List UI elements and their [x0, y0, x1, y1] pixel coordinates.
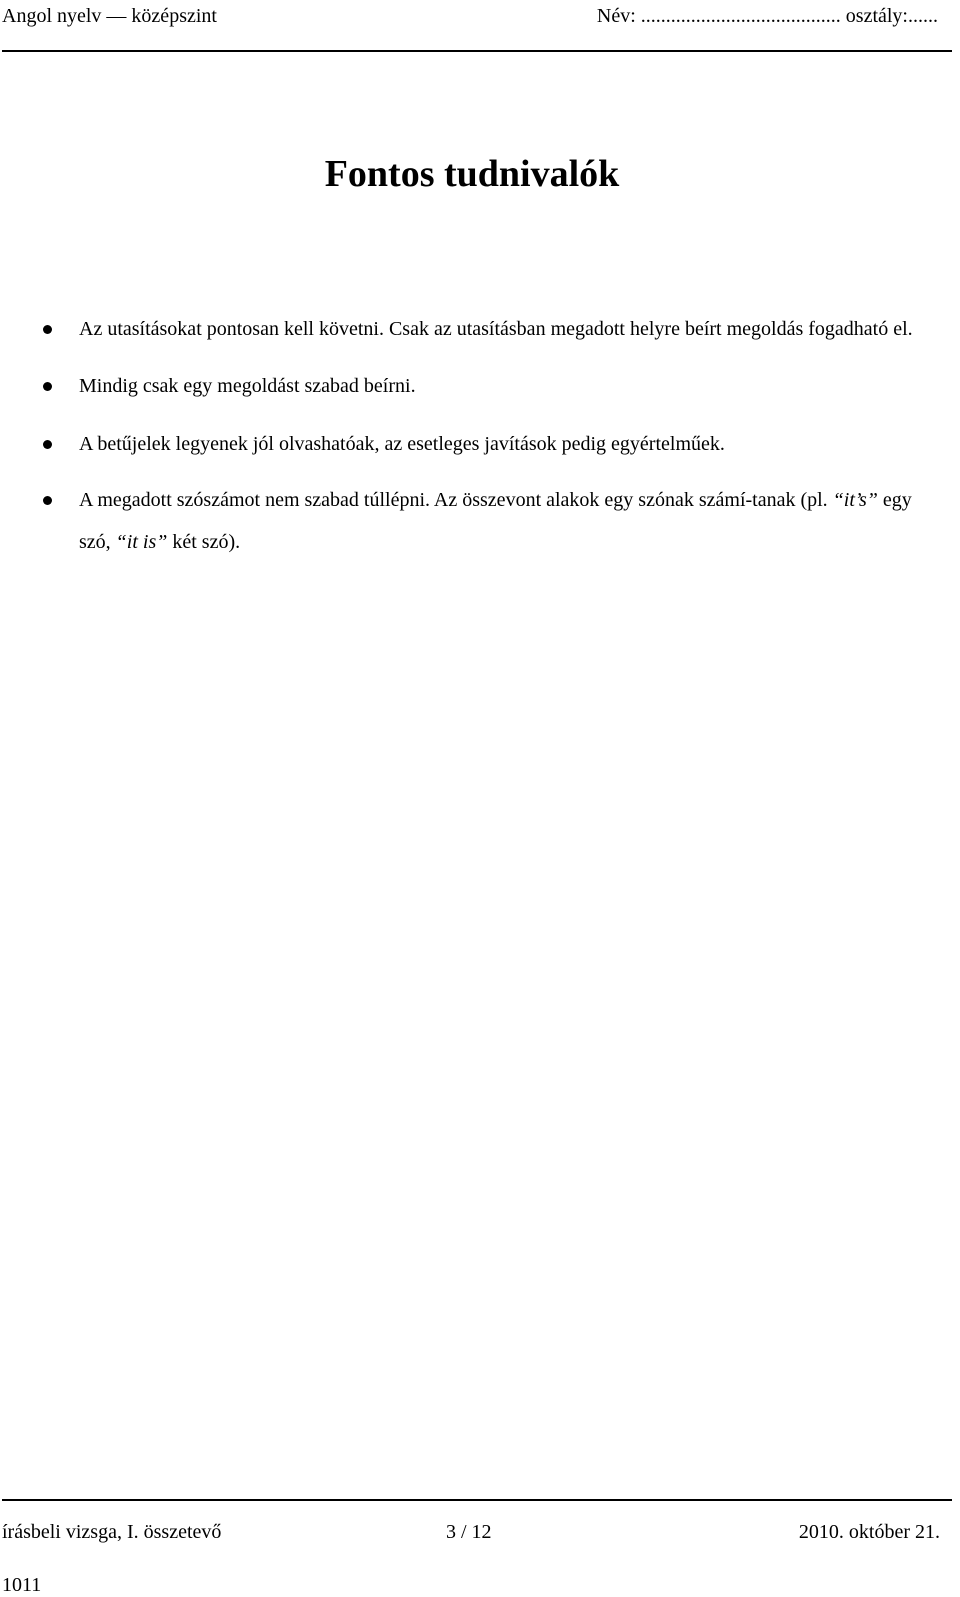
- rule-text-after: két szó).: [167, 531, 241, 553]
- header-subject: Angol nyelv — középszint: [2, 5, 217, 27]
- rule-item: [0, 308, 944, 350]
- rules-list: [0, 308, 944, 563]
- rule-item: [0, 479, 944, 563]
- bullet-icon: [43, 325, 52, 334]
- footer-code: 1011: [2, 1574, 42, 1596]
- header-name-class: Név: ........................................ osztály:......: [596, 5, 938, 27]
- header-rule: [2, 50, 952, 52]
- rule-text: A betűjelek legyenek jól olvashatóak, az esetleges javítások pedig egyértelműek.: [79, 433, 725, 455]
- page-header: [0, 0, 952, 50]
- rule-item: [0, 365, 944, 407]
- footer-rule: [2, 1499, 952, 1501]
- rule-item: [0, 423, 944, 465]
- example-expanded: “it is”: [115, 531, 168, 553]
- rule-text-middle: egy szó,: [79, 489, 912, 553]
- bullet-icon: [43, 496, 52, 505]
- example-contracted: “it’s”: [832, 489, 878, 511]
- footer-page-number: 3 / 12: [446, 1521, 492, 1543]
- page-title: Fontos tudnivalók: [324, 153, 620, 195]
- rule-text-before: A megadott szószámot nem szabad túllépni. Az összevont alakok egy szónak számí-tanak (pl.: [79, 489, 833, 511]
- rule-text: Mindig csak egy megoldást szabad beírni.: [79, 375, 416, 397]
- footer-exam: írásbeli vizsga, I. összetevő: [2, 1521, 222, 1543]
- bullet-icon: [43, 440, 52, 449]
- bullet-icon: [43, 382, 52, 391]
- footer-date: 2010. október 21.: [798, 1521, 940, 1543]
- rule-text: Az utasításokat pontosan kell követni. Csak az utasításban megadott helyre beírt megoldás fogadható el.: [79, 318, 913, 340]
